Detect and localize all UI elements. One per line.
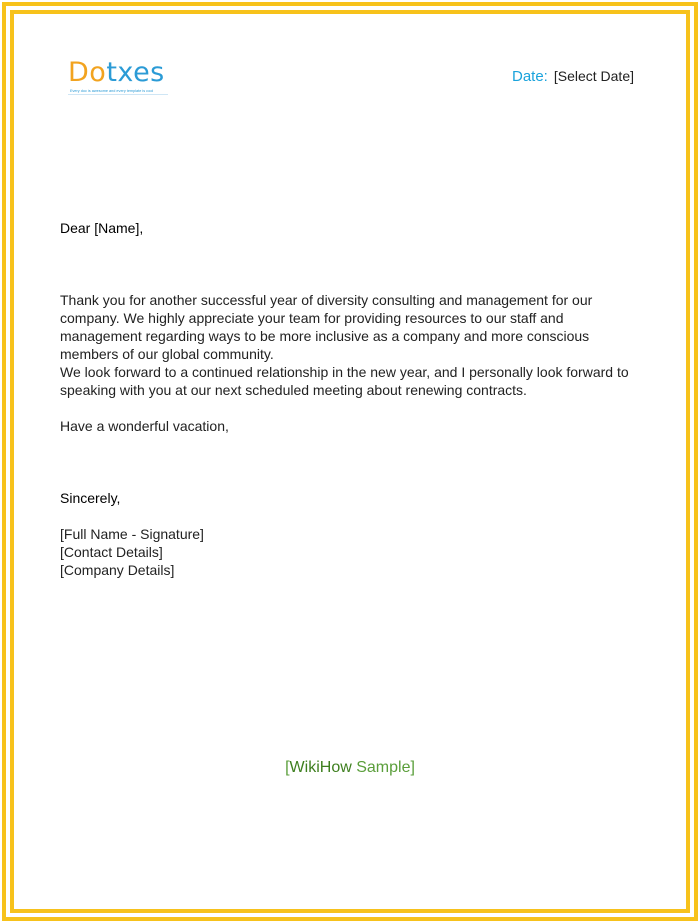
logo-underline (68, 94, 168, 95)
page-border-inner2 (10, 10, 690, 913)
logo-letter-o: o (89, 57, 107, 88)
footer-rest: Sample] (351, 759, 415, 776)
footer-open-bracket: [ (285, 759, 290, 776)
date-label: Date: (511, 68, 548, 85)
date-field[interactable] (512, 68, 634, 85)
logo-tagline: Every doc is awesome and every template is cool (70, 89, 154, 93)
closing: Sincerely, (60, 490, 121, 506)
footer-sample-label (0, 759, 700, 777)
signature-contact: [Contact Details] (60, 544, 163, 560)
date-value[interactable]: [Select Date] (553, 68, 634, 84)
greeting: Dear [Name], (60, 220, 144, 236)
paragraph-3: Have a wonderful vacation, (60, 418, 229, 434)
signature-name: [Full Name - Signature] (60, 526, 204, 542)
logo-letter-d: D (68, 57, 90, 88)
signature-block (60, 525, 640, 579)
paragraph-1: Thank you for another successful year of diversity consulting and management for our company. We highly appreciate your team for providing resources to our staff and management regarding ways to be more inclusive as a company and more conscious members of our global community. (60, 292, 593, 362)
logo-wordmark (68, 58, 165, 88)
footer-brand: WikiHow (289, 759, 352, 776)
page-border (2, 2, 698, 921)
company-logo (68, 58, 178, 98)
signature-company: [Company Details] (60, 562, 175, 578)
paragraph-2: We look forward to a continued relationship in the new year, and I personally look forward to speaking with you at our next scheduled meeting about renewing contracts. (60, 364, 629, 398)
logo-letters-rest: txes (106, 57, 165, 88)
